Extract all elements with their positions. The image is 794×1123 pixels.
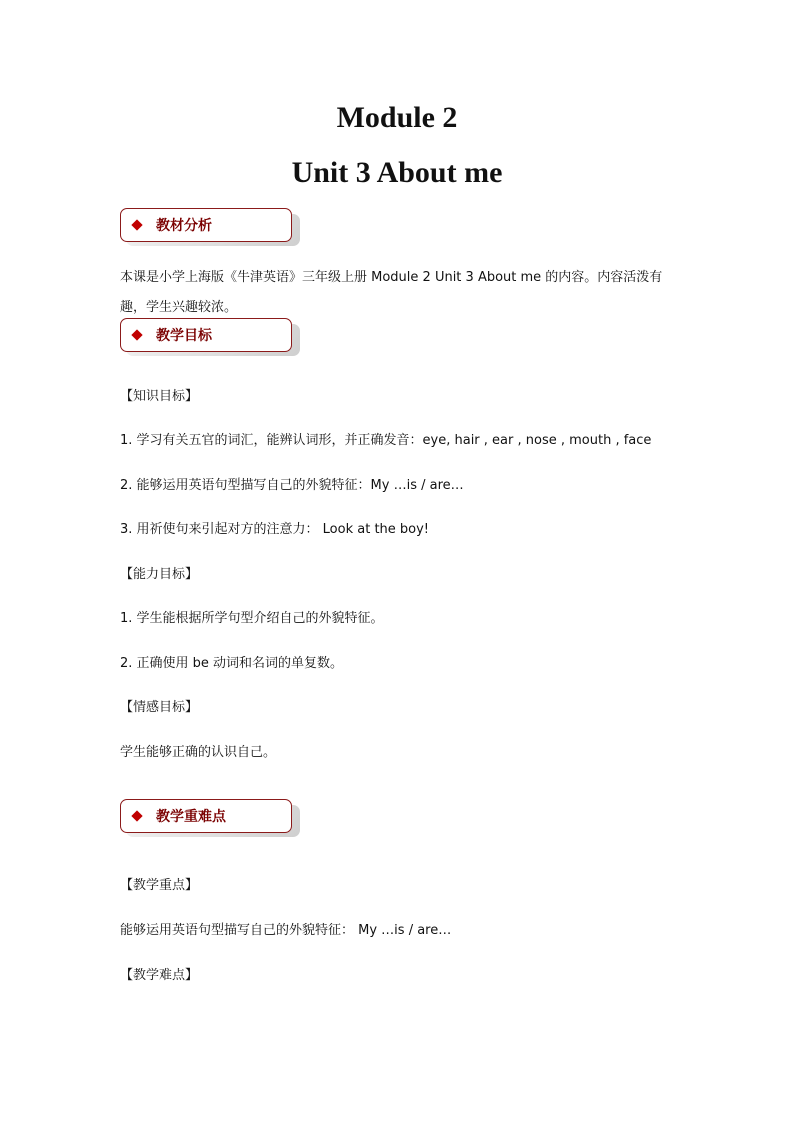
module-title: Module 2	[336, 101, 458, 134]
diamond-bullet-icon	[131, 329, 142, 340]
ability-item: 1. 学生能根据所学句型介绍自己的外貌特征。	[120, 611, 384, 626]
section-label: 教学重难点	[156, 809, 226, 825]
section-header-box	[120, 799, 292, 833]
knowledge-item: 1. 学习有关五官的词汇，能辨认词形，并正确发音：eye, hair , ear , nose , mouth , face	[120, 433, 652, 448]
teaching-focus-text: 能够运用英语句型描写自己的外貌特征： My …is / are…	[120, 923, 452, 938]
emotion-objective-text: 学生能够正确的认识自己。	[120, 745, 277, 760]
material-analysis-text: 本课是小学上海版《牛津英语》三年级上册 Module 2 Unit 3 About me 的内容。内容活泼有趣，学生兴趣较浓。	[120, 270, 663, 315]
ability-item: 2. 正确使用 be 动词和名词的单复数。	[120, 656, 344, 671]
teaching-focus-heading: 【教学重点】	[120, 878, 199, 893]
ability-objectives-heading: 【能力目标】	[120, 567, 199, 582]
emotion-objectives-heading: 【情感目标】	[120, 700, 199, 715]
section-header-material	[120, 208, 306, 248]
section-header-box	[120, 208, 292, 242]
section-header-objectives	[120, 318, 306, 358]
knowledge-objectives-heading: 【知识目标】	[120, 389, 199, 404]
section-label: 教学目标	[156, 328, 212, 344]
section-label: 教材分析	[156, 218, 212, 234]
teaching-difficulty-heading: 【教学难点】	[120, 968, 199, 983]
diamond-bullet-icon	[131, 810, 142, 821]
knowledge-item: 3. 用祈使句来引起对方的注意力： Look at the boy!	[120, 522, 430, 537]
section-header-box	[120, 318, 292, 352]
diamond-bullet-icon	[131, 219, 142, 230]
section-header-key-points	[120, 799, 306, 839]
knowledge-item: 2. 能够运用英语句型描写自己的外貌特征：My …is / are…	[120, 478, 464, 493]
unit-title: Unit 3 About me	[291, 156, 503, 189]
